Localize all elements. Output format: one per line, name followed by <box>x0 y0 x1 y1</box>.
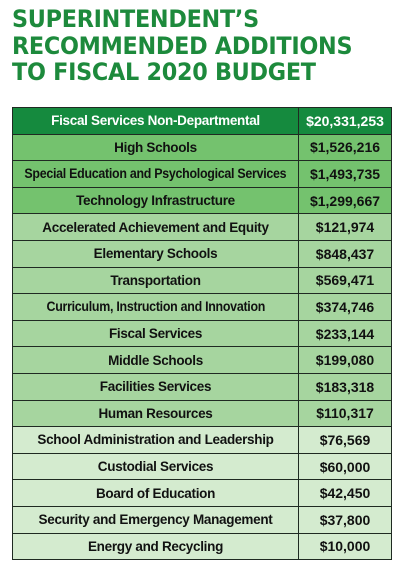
category-label: Security and Emergency Management <box>38 512 273 528</box>
table-row <box>13 506 392 533</box>
category-label: Transportation <box>110 272 201 288</box>
amount-value: $848,437 <box>315 245 375 262</box>
amount-cell <box>299 134 392 161</box>
amount-value: $42,450 <box>319 485 371 502</box>
amount-cell <box>299 294 392 321</box>
amount-cell <box>299 506 392 533</box>
category-cell <box>13 453 299 480</box>
amount-cell <box>299 108 392 135</box>
category-label: Custodial Services <box>97 459 214 475</box>
table-row <box>13 427 392 454</box>
category-cell <box>13 347 299 374</box>
category-label: High Schools <box>114 139 197 155</box>
amount-cell <box>299 214 392 241</box>
amount-cell <box>299 427 392 454</box>
category-cell <box>13 480 299 507</box>
amount-value: $233,144 <box>315 325 375 342</box>
category-cell <box>13 161 299 188</box>
table-row <box>13 480 392 507</box>
category-cell <box>13 240 299 267</box>
title-line-2: RECOMMENDED ADDITIONS <box>12 31 353 60</box>
category-cell <box>13 400 299 427</box>
amount-value: $121,974 <box>315 219 375 236</box>
table-body <box>13 108 392 560</box>
table-row <box>13 347 392 374</box>
category-label: Special Education and Psychological Services <box>24 166 287 182</box>
table-row <box>13 134 392 161</box>
amount-value: $1,526,216 <box>309 139 381 156</box>
table-row <box>13 108 392 135</box>
amount-value: $10,000 <box>319 538 371 555</box>
category-label: School Administration and Leadership <box>37 432 274 448</box>
category-cell <box>13 187 299 214</box>
amount-value: $1,299,667 <box>309 192 381 209</box>
amount-value: $199,080 <box>315 352 375 369</box>
table-row <box>13 294 392 321</box>
category-label: Fiscal Services <box>108 326 203 342</box>
table-row <box>13 187 392 214</box>
category-cell <box>13 320 299 347</box>
amount-value: $60,000 <box>319 458 371 475</box>
table-row <box>13 240 392 267</box>
category-label: Energy and Recycling <box>87 538 224 554</box>
category-label: Board of Education <box>95 485 216 501</box>
table-row <box>13 320 392 347</box>
category-cell <box>13 108 299 135</box>
amount-cell <box>299 373 392 400</box>
amount-cell <box>299 347 392 374</box>
table-row <box>13 533 392 560</box>
table-row <box>13 453 392 480</box>
category-label: Accelerated Achievement and Equity <box>42 219 269 235</box>
category-cell <box>13 373 299 400</box>
table-row <box>13 373 392 400</box>
amount-value: $20,331,253 <box>306 112 384 129</box>
category-label: Curriculum, Instruction and Innovation <box>46 299 265 315</box>
category-cell <box>13 294 299 321</box>
title-line-3: TO FISCAL 2020 BUDGET <box>12 58 316 86</box>
category-label: Technology Infrastructure <box>76 193 235 209</box>
amount-cell <box>299 267 392 294</box>
category-cell <box>13 267 299 294</box>
budget-table <box>12 107 392 560</box>
amount-value: $183,318 <box>315 378 375 395</box>
amount-value: $76,569 <box>319 431 371 448</box>
chart-title <box>12 6 365 86</box>
category-label: Human Resources <box>98 405 213 421</box>
amount-cell <box>299 240 392 267</box>
amount-cell <box>299 161 392 188</box>
category-cell <box>13 214 299 241</box>
table-row <box>13 161 392 188</box>
category-label: Middle Schools <box>108 352 203 368</box>
category-label: Facilities Services <box>99 379 212 395</box>
amount-value: $569,471 <box>315 272 375 289</box>
amount-value: $1,493,735 <box>309 165 381 182</box>
category-cell <box>13 134 299 161</box>
table-row <box>13 267 392 294</box>
title-line-1: SUPERINTENDENT’S <box>12 5 259 33</box>
amount-cell <box>299 400 392 427</box>
table-row <box>13 214 392 241</box>
amount-value: $374,746 <box>315 298 375 315</box>
amount-cell <box>299 480 392 507</box>
amount-cell <box>299 320 392 347</box>
category-cell <box>13 506 299 533</box>
amount-cell <box>299 453 392 480</box>
amount-cell <box>299 533 392 560</box>
amount-cell <box>299 187 392 214</box>
amount-value: $37,800 <box>319 511 371 528</box>
category-cell <box>13 533 299 560</box>
category-cell <box>13 427 299 454</box>
category-label: Elementary Schools <box>93 246 218 262</box>
amount-value: $110,317 <box>316 405 374 422</box>
table-row <box>13 400 392 427</box>
category-label: Fiscal Services Non-Departmental <box>51 113 260 129</box>
